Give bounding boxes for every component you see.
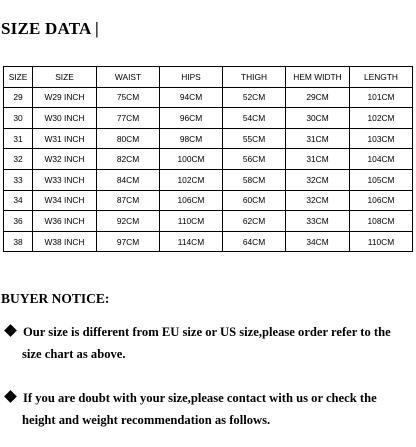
table-cell: 31CM: [286, 128, 350, 149]
table-cell: 60CM: [223, 190, 286, 211]
notice-text: If you are doubt with your size,please contact with us or check the: [23, 391, 377, 405]
table-cell: 97CM: [97, 231, 160, 252]
page-title: SIZE DATA |: [1, 19, 99, 38]
table-cell: 104CM: [350, 149, 413, 170]
table-cell: 64CM: [223, 231, 286, 252]
table-cell: 33: [4, 169, 33, 190]
table-cell: 77CM: [97, 108, 160, 129]
table-cell: 75CM: [97, 87, 160, 108]
table-cell: 110CM: [160, 211, 223, 232]
notice-item-2-line-1: [4, 390, 377, 406]
table-cell: W36 INCH: [33, 211, 97, 232]
table-cell: 102CM: [160, 169, 223, 190]
table-cell: 98CM: [160, 128, 223, 149]
table-cell: 101CM: [350, 87, 413, 108]
header-cell: HIPS: [160, 67, 223, 88]
table-cell: 32CM: [286, 169, 350, 190]
table-row: [4, 87, 413, 108]
table-cell: 31CM: [286, 149, 350, 170]
table-cell: 34: [4, 190, 33, 211]
table-row: [4, 190, 413, 211]
table-cell: W34 INCH: [33, 190, 97, 211]
table-cell: 29: [4, 87, 33, 108]
notice-item-2-line-2: height and weight recommendation as follows.: [22, 413, 271, 427]
notice-item-1-line-2: size chart as above.: [22, 347, 126, 361]
header-cell: LENGTH: [350, 67, 413, 88]
table-header-row: [4, 67, 413, 88]
table-cell: 58CM: [223, 169, 286, 190]
header-cell: THIGH: [223, 67, 286, 88]
table-cell: 62CM: [223, 211, 286, 232]
table-cell: 106CM: [160, 190, 223, 211]
table-cell: 38: [4, 231, 33, 252]
table-cell: 31: [4, 128, 33, 149]
table-cell: 92CM: [97, 211, 160, 232]
table-cell: 82CM: [97, 149, 160, 170]
table-cell: 110CM: [350, 231, 413, 252]
table-cell: 33CM: [286, 211, 350, 232]
table-row: [4, 149, 413, 170]
diamond-bullet-icon: [4, 324, 17, 337]
table-cell: 30CM: [286, 108, 350, 129]
table-cell: W30 INCH: [33, 108, 97, 129]
table-cell: 30: [4, 108, 33, 129]
table-cell: 100CM: [160, 149, 223, 170]
header-cell: SIZE: [33, 67, 97, 88]
table-cell: 52CM: [223, 87, 286, 108]
table-cell: 103CM: [350, 128, 413, 149]
table-cell: 114CM: [160, 231, 223, 252]
table-row: [4, 211, 413, 232]
table-cell: 106CM: [350, 190, 413, 211]
table-cell: 105CM: [350, 169, 413, 190]
table-cell: 34CM: [286, 231, 350, 252]
table-cell: 55CM: [223, 128, 286, 149]
table-row: [4, 231, 413, 252]
table-cell: 87CM: [97, 190, 160, 211]
table-cell: 80CM: [97, 128, 160, 149]
table-cell: 96CM: [160, 108, 223, 129]
size-table: [3, 66, 413, 252]
table-cell: 56CM: [223, 149, 286, 170]
table-cell: 32: [4, 149, 33, 170]
table-cell: W33 INCH: [33, 169, 97, 190]
buyer-notice-heading: BUYER NOTICE:: [1, 291, 110, 306]
diamond-bullet-icon: [4, 390, 17, 403]
table-row: [4, 108, 413, 129]
notice-text: Our size is different from EU size or US size,please order refer to the: [23, 325, 391, 339]
table-cell: 84CM: [97, 169, 160, 190]
table-cell: 94CM: [160, 87, 223, 108]
table-cell: W38 INCH: [33, 231, 97, 252]
table-cell: W32 INCH: [33, 149, 97, 170]
table-cell: 102CM: [350, 108, 413, 129]
notice-item-1-line-1: [4, 324, 391, 340]
table-cell: 36: [4, 211, 33, 232]
table-cell: 32CM: [286, 190, 350, 211]
table-row: [4, 128, 413, 149]
header-cell: WAIST: [97, 67, 160, 88]
table-row: [4, 169, 413, 190]
header-cell: SIZE: [4, 67, 33, 88]
table-cell: W29 INCH: [33, 87, 97, 108]
table-cell: W31 INCH: [33, 128, 97, 149]
header-cell: HEM WIDTH: [286, 67, 350, 88]
table-cell: 54CM: [223, 108, 286, 129]
table-cell: 29CM: [286, 87, 350, 108]
table-cell: 108CM: [350, 211, 413, 232]
